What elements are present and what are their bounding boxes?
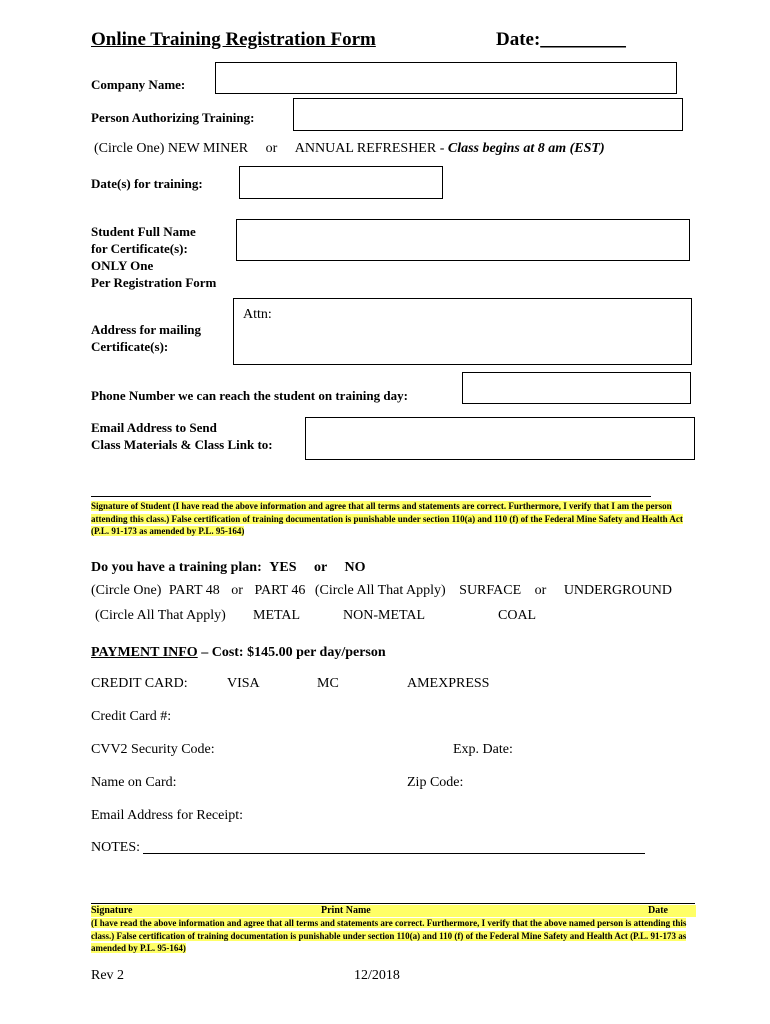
address-line-1: Address for mailing xyxy=(91,322,202,337)
zip-code-label: Zip Code: xyxy=(407,775,464,790)
student-name-line-4: Per Registration Form xyxy=(91,275,217,290)
final-signature-block xyxy=(91,905,696,955)
or-text: or xyxy=(231,583,243,598)
company-name-label: Company Name: xyxy=(91,77,186,92)
signature-labels-row xyxy=(91,905,696,917)
final-date-label: Date xyxy=(648,905,668,916)
date-blank: _________ xyxy=(540,29,626,50)
name-on-card-label: Name on Card: xyxy=(91,775,177,790)
payment-cost: – Cost: $145.00 per day/person xyxy=(201,645,386,660)
part46-option[interactable]: PART 46 xyxy=(254,583,306,598)
training-dates-label: Date(s) for training: xyxy=(91,176,203,191)
attn-label: Attn: xyxy=(243,307,272,322)
final-signature-text: (I have read the above information and agree that all terms and statements are correct. Furthermore, I verify that the above named person is attending this class.) False certification of training documentation is punishable under section 110(a) and 110 (f) of the Federal Mine Safety and Health Act (P.L. 91-173 as amended by P.L. 95-164) xyxy=(91,918,687,953)
surface-option[interactable]: SURFACE xyxy=(459,583,522,598)
student-name-line-1: Student Full Name xyxy=(91,224,196,239)
print-name-label: Print Name xyxy=(321,905,371,916)
email-line-1: Email Address to Send xyxy=(91,420,217,435)
underground-option[interactable]: UNDERGROUND xyxy=(563,583,672,598)
student-name-label xyxy=(91,223,216,291)
person-authorizing-input[interactable] xyxy=(293,98,683,131)
metal-option[interactable]: METAL xyxy=(253,608,301,623)
page-title: Online Training Registration Form xyxy=(91,29,376,50)
student-name-input[interactable] xyxy=(236,219,690,261)
address-input[interactable] xyxy=(233,298,692,365)
address-label xyxy=(91,321,201,355)
visa-option[interactable]: VISA xyxy=(227,676,260,691)
payment-heading: PAYMENT INFO xyxy=(91,645,198,660)
company-name-input[interactable] xyxy=(215,62,677,94)
part48-option[interactable]: PART 48 xyxy=(168,583,220,598)
address-line-2: Certificate(s): xyxy=(91,339,169,354)
coal-option[interactable]: COAL xyxy=(498,608,537,623)
mine-type-circle-label: (Circle All That Apply) xyxy=(95,608,226,623)
annual-refresher-option[interactable]: ANNUAL REFRESHER - xyxy=(294,141,445,156)
email-receipt-label: Email Address for Receipt: xyxy=(91,808,244,823)
notes-line[interactable] xyxy=(143,853,645,854)
date-label: Date: xyxy=(496,29,541,50)
student-signature-text: Signature of Student (I have read the above information and agree that all terms and statements are correct. Furthermore, I verify that I am the person attending this class.) False certification of training documentation is punishable under section 110(a) and 110 (f) of the Federal Mine Safety and Health Act (P.L. 91-173 as amended by P.L. 95-164) xyxy=(91,501,683,536)
person-authorizing-label: Person Authorizing Training: xyxy=(91,110,255,125)
card-number-label: Credit Card #: xyxy=(91,709,172,724)
email-label xyxy=(91,419,273,453)
email-input[interactable] xyxy=(305,417,695,460)
training-plan-yes[interactable]: YES xyxy=(269,560,297,575)
signature-label: Signature xyxy=(91,905,133,916)
circle-all-label: (Circle All That Apply) xyxy=(314,583,446,598)
class-type-line xyxy=(94,141,605,157)
or-text: or xyxy=(534,583,547,598)
notes-label: NOTES: xyxy=(91,840,140,855)
circle-one-label: (Circle One) xyxy=(91,583,162,598)
training-plan-line xyxy=(91,559,365,576)
payment-heading-line xyxy=(91,644,386,661)
final-signature-line[interactable] xyxy=(91,903,695,904)
student-name-line-2: for Certificate(s): xyxy=(91,241,188,256)
training-dates-input[interactable] xyxy=(239,166,443,199)
or-text: or xyxy=(313,560,327,575)
email-line-2: Class Materials & Class Link to: xyxy=(91,437,273,452)
student-signature-line[interactable] xyxy=(91,496,651,497)
student-signature-statement xyxy=(91,500,696,538)
training-plan-question: Do you have a training plan: xyxy=(91,560,262,575)
training-plan-no[interactable]: NO xyxy=(344,560,366,575)
part-selection-line xyxy=(91,583,672,599)
student-name-line-3: ONLY One xyxy=(91,258,154,273)
date-header xyxy=(496,29,626,51)
revision-label: Rev 2 xyxy=(91,968,125,983)
phone-label: Phone Number we can reach the student on training day: xyxy=(91,388,408,403)
class-start-note: Class begins at 8 am (EST) xyxy=(447,141,605,156)
mc-option[interactable]: MC xyxy=(317,676,339,691)
cvv-label: CVV2 Security Code: xyxy=(91,742,215,757)
credit-card-label: CREDIT CARD: xyxy=(91,676,188,691)
non-metal-option[interactable]: NON-METAL xyxy=(343,608,426,623)
final-signature-statement xyxy=(91,917,696,955)
or-text: or xyxy=(265,141,278,156)
revision-date: 12/2018 xyxy=(354,968,400,983)
circle-one-new-miner[interactable]: (Circle One) NEW MINER xyxy=(94,141,249,156)
phone-input[interactable] xyxy=(462,372,691,404)
amex-option[interactable]: AMEXPRESS xyxy=(407,676,490,691)
exp-date-label: Exp. Date: xyxy=(453,742,513,757)
